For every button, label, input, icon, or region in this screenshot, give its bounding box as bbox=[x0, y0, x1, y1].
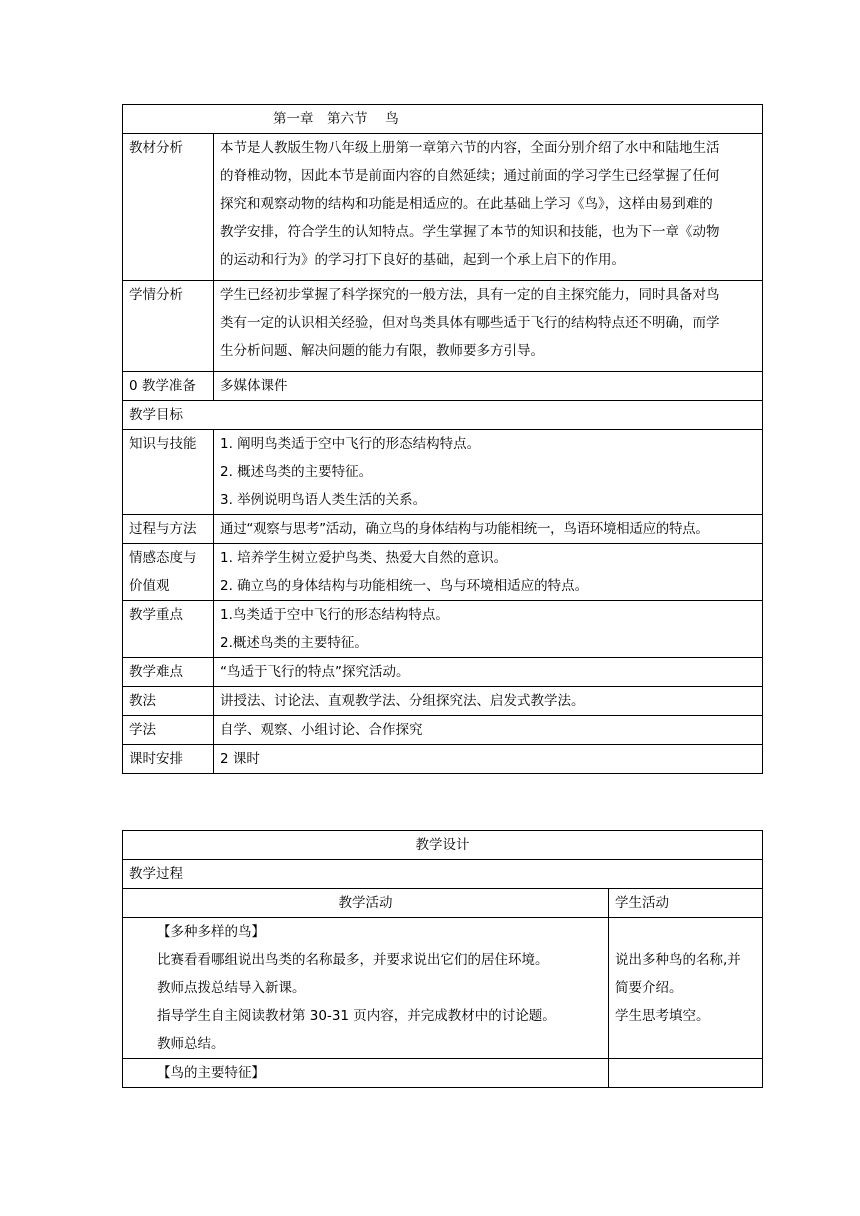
teaching-design-table bbox=[122, 830, 763, 1088]
row-label: 情感态度与 价值观 bbox=[123, 544, 214, 601]
lesson-info-table bbox=[122, 104, 763, 774]
student-activity-cell: 说出多种鸟的名称,并 简要介绍。 学生思考填空。 bbox=[609, 918, 763, 1059]
teacher-activity-cell bbox=[123, 1059, 609, 1088]
row-content: 1. 阐明鸟类适于空中飞行的形态结构特点。 2. 概述鸟类的主要特征。 3. 举例说明鸟语人类生活的关系。 bbox=[214, 430, 763, 515]
table-row bbox=[123, 544, 763, 601]
teacher-activity-cell: 【多种多样的鸟】 比赛看看哪组说出鸟类的名称最多，并要求说出它们的居住环境。 教师点拨总结导入新课。 指导学生自主阅读教材第 30-31 页内容，并完成教材中的讨论题。 教师总结。 bbox=[123, 918, 609, 1059]
section-heading: 【多种多样的鸟】 bbox=[157, 924, 265, 940]
row-label: 0 教学准备 bbox=[123, 372, 214, 401]
row-label: 课时安排 bbox=[123, 745, 214, 774]
row-content: 通过“观察与思考”活动，确立鸟的身体结构与功能相统一，鸟语环境相适应的特点。 bbox=[214, 515, 763, 544]
row-label: 教材分析 bbox=[123, 134, 214, 281]
row-label: 学法 bbox=[123, 716, 214, 745]
process-label: 教学过程 bbox=[123, 860, 763, 889]
design-title: 教学设计 bbox=[123, 831, 763, 860]
teacher-activity-header: 教学活动 bbox=[123, 889, 609, 918]
table-row bbox=[123, 716, 763, 745]
row-content: 1.鸟类适于空中飞行的形态结构特点。 2.概述鸟类的主要特征。 bbox=[214, 601, 763, 658]
row-content: 2 课时 bbox=[214, 745, 763, 774]
row-label: 学情分析 bbox=[123, 281, 214, 372]
row-content: 1. 培养学生树立爱护鸟类、热爱大自然的意识。 2. 确立鸟的身体结构与功能相统一、鸟与环境相适应的特点。 bbox=[214, 544, 763, 601]
row-label: 教学重点 bbox=[123, 601, 214, 658]
table-row bbox=[123, 918, 763, 1059]
row-label: 知识与技能 bbox=[123, 430, 214, 515]
table-row bbox=[123, 430, 763, 515]
table-row bbox=[123, 601, 763, 658]
table-row bbox=[123, 1059, 763, 1088]
table-row bbox=[123, 687, 763, 716]
row-content: “鸟适于飞行的特点”探究活动。 bbox=[214, 658, 763, 687]
row-content: 本节是人教版生物八年级上册第一章第六节的内容，全面分别介绍了水中和陆地生活 的脊椎动物，因此本节是前面内容的自然延续；通过前面的学习学生已经掌握了任何 探究和观察动物的结构和功能是相适应的。在此基础上学习《鸟》，这样由易到难的 教学安排，符合学生的认知特点。学生掌握了本节的知识和技能，也为下一章《动物 的运动和行为》的学习打下良好的基础，起到一个承上启下的作用。 bbox=[214, 134, 763, 281]
row-content: 自学、观察、小组讨论、合作探究 bbox=[214, 716, 763, 745]
row-label: 过程与方法 bbox=[123, 515, 214, 544]
table-row bbox=[123, 745, 763, 774]
table-row bbox=[123, 658, 763, 687]
row-label: 教学目标 bbox=[123, 401, 763, 430]
table-row bbox=[123, 134, 763, 281]
table-row bbox=[123, 372, 763, 401]
row-label: 教学难点 bbox=[123, 658, 214, 687]
table-row bbox=[123, 401, 763, 430]
row-label: 教法 bbox=[123, 687, 214, 716]
section-heading: 【鸟的主要特征】 bbox=[157, 1065, 265, 1081]
student-activity-header: 学生活动 bbox=[609, 889, 763, 918]
table-row bbox=[123, 281, 763, 372]
table-row bbox=[123, 515, 763, 544]
row-content: 学生已经初步掌握了科学探究的一般方法，具有一定的自主探究能力，同时具备对鸟 类有一定的认识相关经验，但对鸟类具体有哪些适于飞行的结构特点还不明确，而学 生分析问题、解决问题的能力有限，教师要多方引导。 bbox=[214, 281, 763, 372]
row-content: 讲授法、讨论法、直观教学法、分组探究法、启发式教学法。 bbox=[214, 687, 763, 716]
student-activity-cell bbox=[609, 1059, 763, 1088]
chapter-title: 第一章 第六节 鸟 bbox=[123, 105, 763, 134]
row-content: 多媒体课件 bbox=[214, 372, 763, 401]
